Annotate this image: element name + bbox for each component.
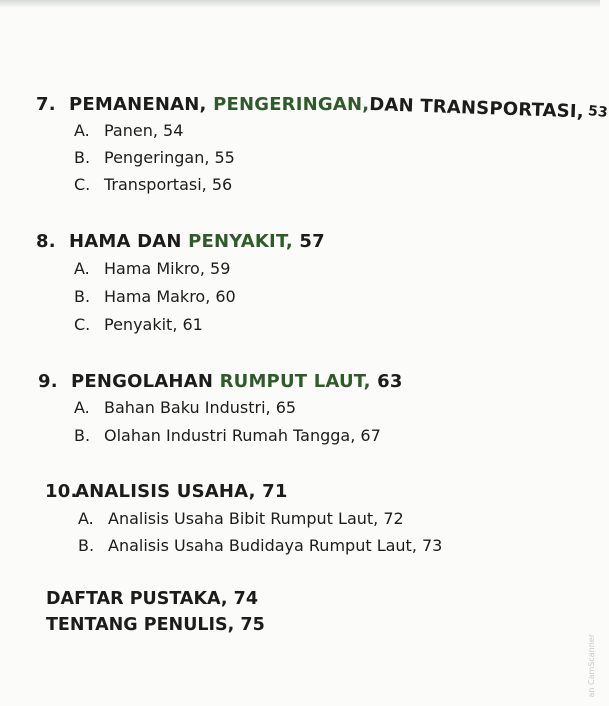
chapter-8-item-a xyxy=(74,259,230,278)
chapter-7-item-c xyxy=(74,175,232,194)
chapter-title-highlight: PENGERINGAN, xyxy=(213,94,370,115)
item-text: Penyakit, 61 xyxy=(104,315,203,334)
item-letter: B. xyxy=(74,148,91,167)
item-letter: A. xyxy=(74,398,90,417)
chapter-title-highlight: PENYAKIT, xyxy=(188,231,293,252)
chapter-8-item-b xyxy=(74,287,236,306)
chapter-title-part: PEMANENAN, xyxy=(69,94,214,115)
item-text: Olahan Industri Rumah Tangga, 67 xyxy=(104,426,381,445)
item-text: Pengeringan, 55 xyxy=(104,148,235,167)
chapter-7-item-a xyxy=(74,121,183,140)
item-letter: B. xyxy=(78,536,95,555)
chapter-number: 8. xyxy=(36,231,56,252)
item-text: Hama Mikro, 59 xyxy=(104,259,231,278)
chapter-title-part: PENGOLAHAN xyxy=(71,371,220,392)
chapter-title-part: DAN TRANSPORTASI, xyxy=(369,94,585,123)
chapter-title-part: 57 xyxy=(292,231,325,252)
item-text: Hama Makro, 60 xyxy=(104,287,236,306)
item-letter: A. xyxy=(78,509,94,528)
item-letter: B. xyxy=(74,287,91,306)
chapter-9-item-a xyxy=(74,398,296,417)
item-text: Transportasi, 56 xyxy=(104,175,233,194)
chapter-7-heading xyxy=(36,94,609,123)
chapter-8-item-c xyxy=(74,315,203,334)
daftar-pustaka-entry: DAFTAR PUSTAKA, 74 xyxy=(46,589,258,609)
chapter-10-item-b xyxy=(78,536,442,555)
chapter-9-item-b xyxy=(74,426,381,445)
chapter-title-part: HAMA DAN xyxy=(69,231,189,252)
chapter-number: 10. xyxy=(45,481,78,502)
chapter-title-part: 63 xyxy=(370,371,403,392)
chapter-number: 7. xyxy=(36,94,56,115)
chapter-title-highlight: RUMPUT LAUT, xyxy=(219,371,371,392)
scanner-watermark: an CamScanner xyxy=(587,634,596,698)
chapter-10-item-a xyxy=(78,509,404,528)
item-letter: B. xyxy=(74,426,91,445)
chapter-page: 53 xyxy=(587,103,609,121)
item-letter: C. xyxy=(74,315,91,334)
item-text: Bahan Baku Industri, 65 xyxy=(104,398,297,417)
tentang-penulis-entry: TENTANG PENULIS, 75 xyxy=(46,615,265,635)
chapter-number: 9. xyxy=(38,371,58,392)
chapter-8-heading xyxy=(36,231,325,252)
item-text: Panen, 54 xyxy=(104,121,184,140)
chapter-title: ANALISIS USAHA, 71 xyxy=(75,481,288,502)
item-letter: C. xyxy=(74,175,91,194)
chapter-7-item-b xyxy=(74,148,235,167)
item-letter: A. xyxy=(74,121,90,140)
item-letter: A. xyxy=(74,259,90,278)
page-top-edge xyxy=(0,0,600,8)
item-text: Analisis Usaha Budidaya Rumput Laut, 73 xyxy=(108,536,443,555)
item-text: Analisis Usaha Bibit Rumput Laut, 72 xyxy=(108,509,404,528)
chapter-10-heading xyxy=(45,481,288,502)
chapter-9-heading xyxy=(38,371,403,392)
